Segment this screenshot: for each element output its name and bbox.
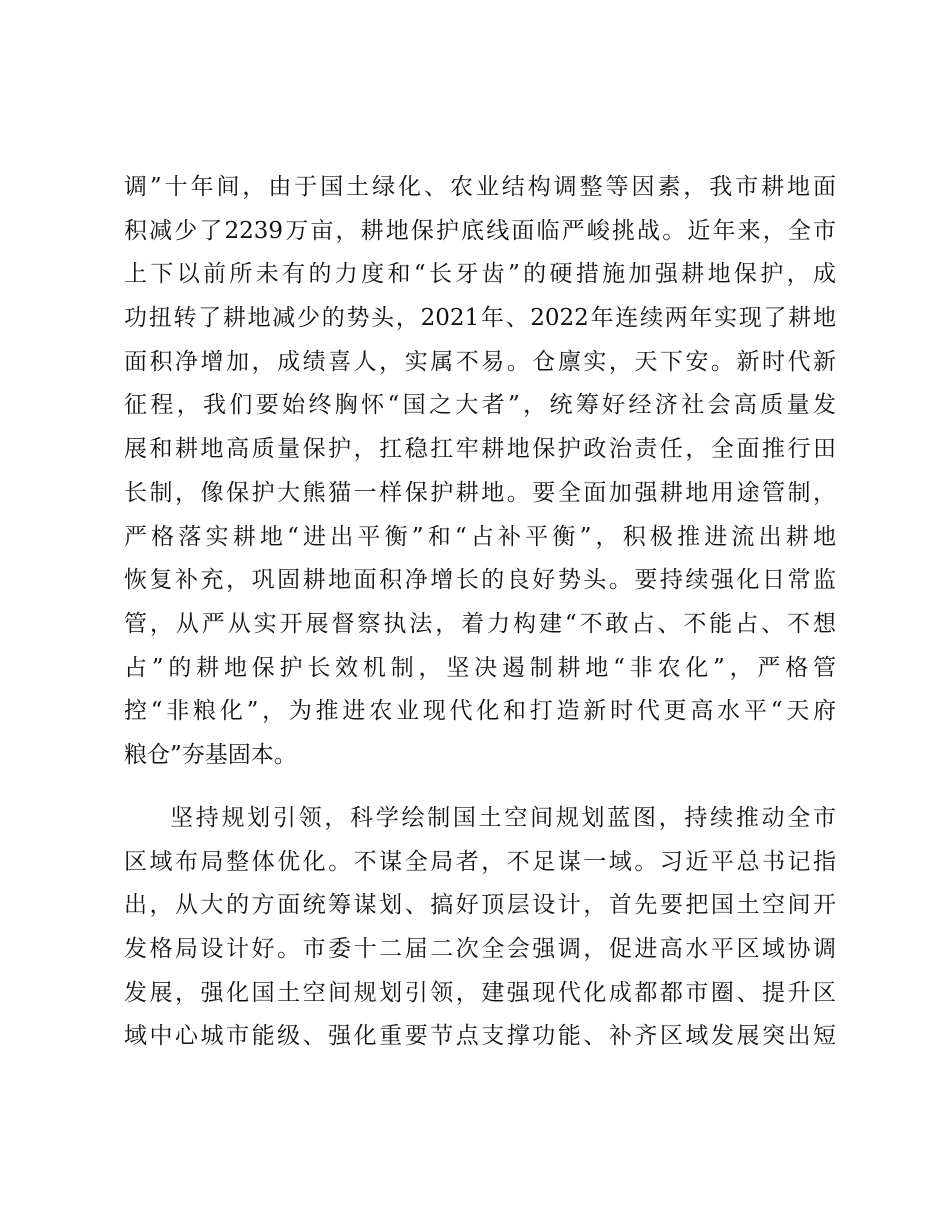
text-line: 功扭转了耕地减少的势头，2021年、2022年连续两年实现了耕地 xyxy=(124,305,836,332)
text-line: 严格落实耕地“进出平衡”和“占补平衡”，积极推进流出耕地 xyxy=(124,523,836,550)
text-line: 长制，像保护大熊猫一样保护耕地。要全面加强耕地用途管制， xyxy=(124,479,836,506)
text-line: 上下以前所未有的力度和“长牙齿”的硬措施加强耕地保护，成 xyxy=(124,261,836,288)
text-line: 积减少了2239万亩，耕地保护底线面临严峻挑战。近年来，全市 xyxy=(124,217,836,244)
text-line: 面积净增加，成绩喜人，实属不易。仓廪实，天下安。新时代新 xyxy=(124,348,836,375)
text-line: 控“非粮化”，为推进农业现代化和打造新时代更高水平“天府 xyxy=(124,698,836,725)
text-line: 出，从大的方面统筹谋划、搞好顶层设计，首先要把国土空间开 xyxy=(124,892,836,919)
text-line: 粮仓”夯基固本。 xyxy=(124,741,297,768)
paragraph-farmland-protection xyxy=(124,166,836,778)
text-line: 发展，强化国土空间规划引领，建强现代化成都都市圈、提升区 xyxy=(124,979,836,1006)
text-line: 坚持规划引领，科学绘制国土空间规划蓝图，持续推动全市 xyxy=(170,805,836,831)
text-line: 占”的耕地保护长效机制，坚决遏制耕地“非农化”，严格管 xyxy=(124,654,836,681)
text-line: 展和耕地高质量保护，扛稳扛牢耕地保护政治责任，全面推行田 xyxy=(124,436,836,463)
text-line: 管，从严从实开展督察执法，着力构建“不敢占、不能占、不想 xyxy=(124,610,836,637)
paragraph-planning-guidance xyxy=(124,797,836,1059)
text-line: 域中心城市能级、强化重要节点支撑功能、补齐区域发展突出短 xyxy=(124,1023,836,1050)
text-line: 区域布局整体优化。不谋全局者，不足谋一域。习近平总书记指 xyxy=(124,848,836,875)
text-line: 发格局设计好。市委十二届二次全会强调，促进高水平区域协调 xyxy=(124,936,836,963)
text-line: 调”十年间，由于国土绿化、农业结构调整等因素，我市耕地面 xyxy=(124,174,836,200)
text-line: 征程，我们要始终胸怀“国之大者”，统筹好经济社会高质量发 xyxy=(124,392,836,419)
text-line: 恢复补充，巩固耕地面积净增长的良好势头。要持续强化日常监 xyxy=(124,567,836,594)
